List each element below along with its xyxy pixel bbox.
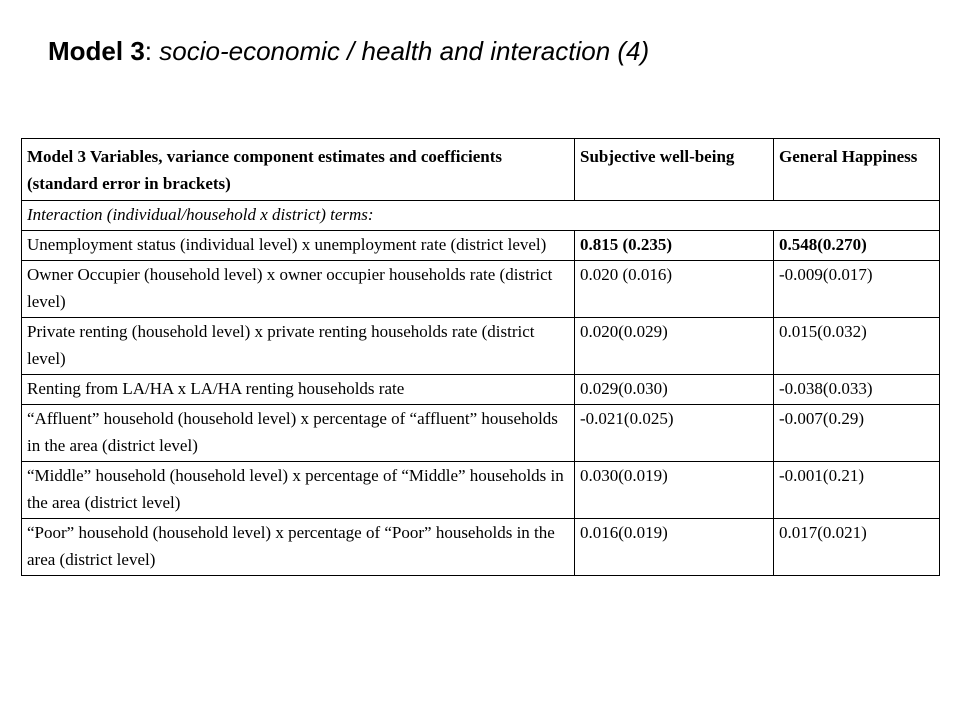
cell-general-happiness: -0.038(0.033) — [774, 375, 940, 405]
cell-subjective-wellbeing: 0.030(0.019) — [575, 462, 774, 519]
results-table — [21, 138, 940, 576]
cell-general-happiness: 0.017(0.021) — [774, 519, 940, 576]
table-row — [22, 462, 940, 519]
title-separator: : — [144, 36, 160, 66]
row-label: Unemployment status (individual level) x unemployment rate (district level) — [22, 231, 575, 261]
cell-general-happiness: -0.009(0.017) — [774, 261, 940, 318]
header-subjective-wellbeing: Subjective well-being — [575, 139, 774, 201]
section-label: Interaction (individual/household x district) terms: — [22, 201, 940, 231]
row-label: Owner Occupier (household level) x owner occupier households rate (district level) — [22, 261, 575, 318]
cell-general-happiness: -0.007(0.29) — [774, 405, 940, 462]
table-row — [22, 231, 940, 261]
table-row — [22, 519, 940, 576]
page-title — [48, 36, 649, 67]
cell-subjective-wellbeing: 0.815 (0.235) — [575, 231, 774, 261]
cell-general-happiness: 0.548(0.270) — [774, 231, 940, 261]
table-row — [22, 261, 940, 318]
table-row — [22, 375, 940, 405]
header-variables: Model 3 Variables, variance component estimates and coefficients (standard error in brackets) — [22, 139, 575, 201]
table-row — [22, 405, 940, 462]
table-header-row — [22, 139, 940, 201]
header-general-happiness: General Happiness — [774, 139, 940, 201]
cell-subjective-wellbeing: 0.020(0.029) — [575, 318, 774, 375]
row-label: Private renting (household level) x private renting households rate (district level) — [22, 318, 575, 375]
cell-subjective-wellbeing: 0.029(0.030) — [575, 375, 774, 405]
row-label: “Middle” household (household level) x percentage of “Middle” households in the area (district level) — [22, 462, 575, 519]
title-model-label: Model 3 — [48, 36, 145, 66]
row-label: Renting from LA/HA x LA/HA renting households rate — [22, 375, 575, 405]
section-row — [22, 201, 940, 231]
cell-general-happiness: -0.001(0.21) — [774, 462, 940, 519]
title-subtitle: socio-economic / health and interaction (4) — [159, 36, 650, 66]
table-body — [22, 201, 940, 576]
cell-general-happiness: 0.015(0.032) — [774, 318, 940, 375]
cell-subjective-wellbeing: 0.020 (0.016) — [575, 261, 774, 318]
cell-subjective-wellbeing: 0.016(0.019) — [575, 519, 774, 576]
table-row — [22, 318, 940, 375]
row-label: “Poor” household (household level) x percentage of “Poor” households in the area (district level) — [22, 519, 575, 576]
row-label: “Affluent” household (household level) x percentage of “affluent” households in the area (district level) — [22, 405, 575, 462]
cell-subjective-wellbeing: -0.021(0.025) — [575, 405, 774, 462]
